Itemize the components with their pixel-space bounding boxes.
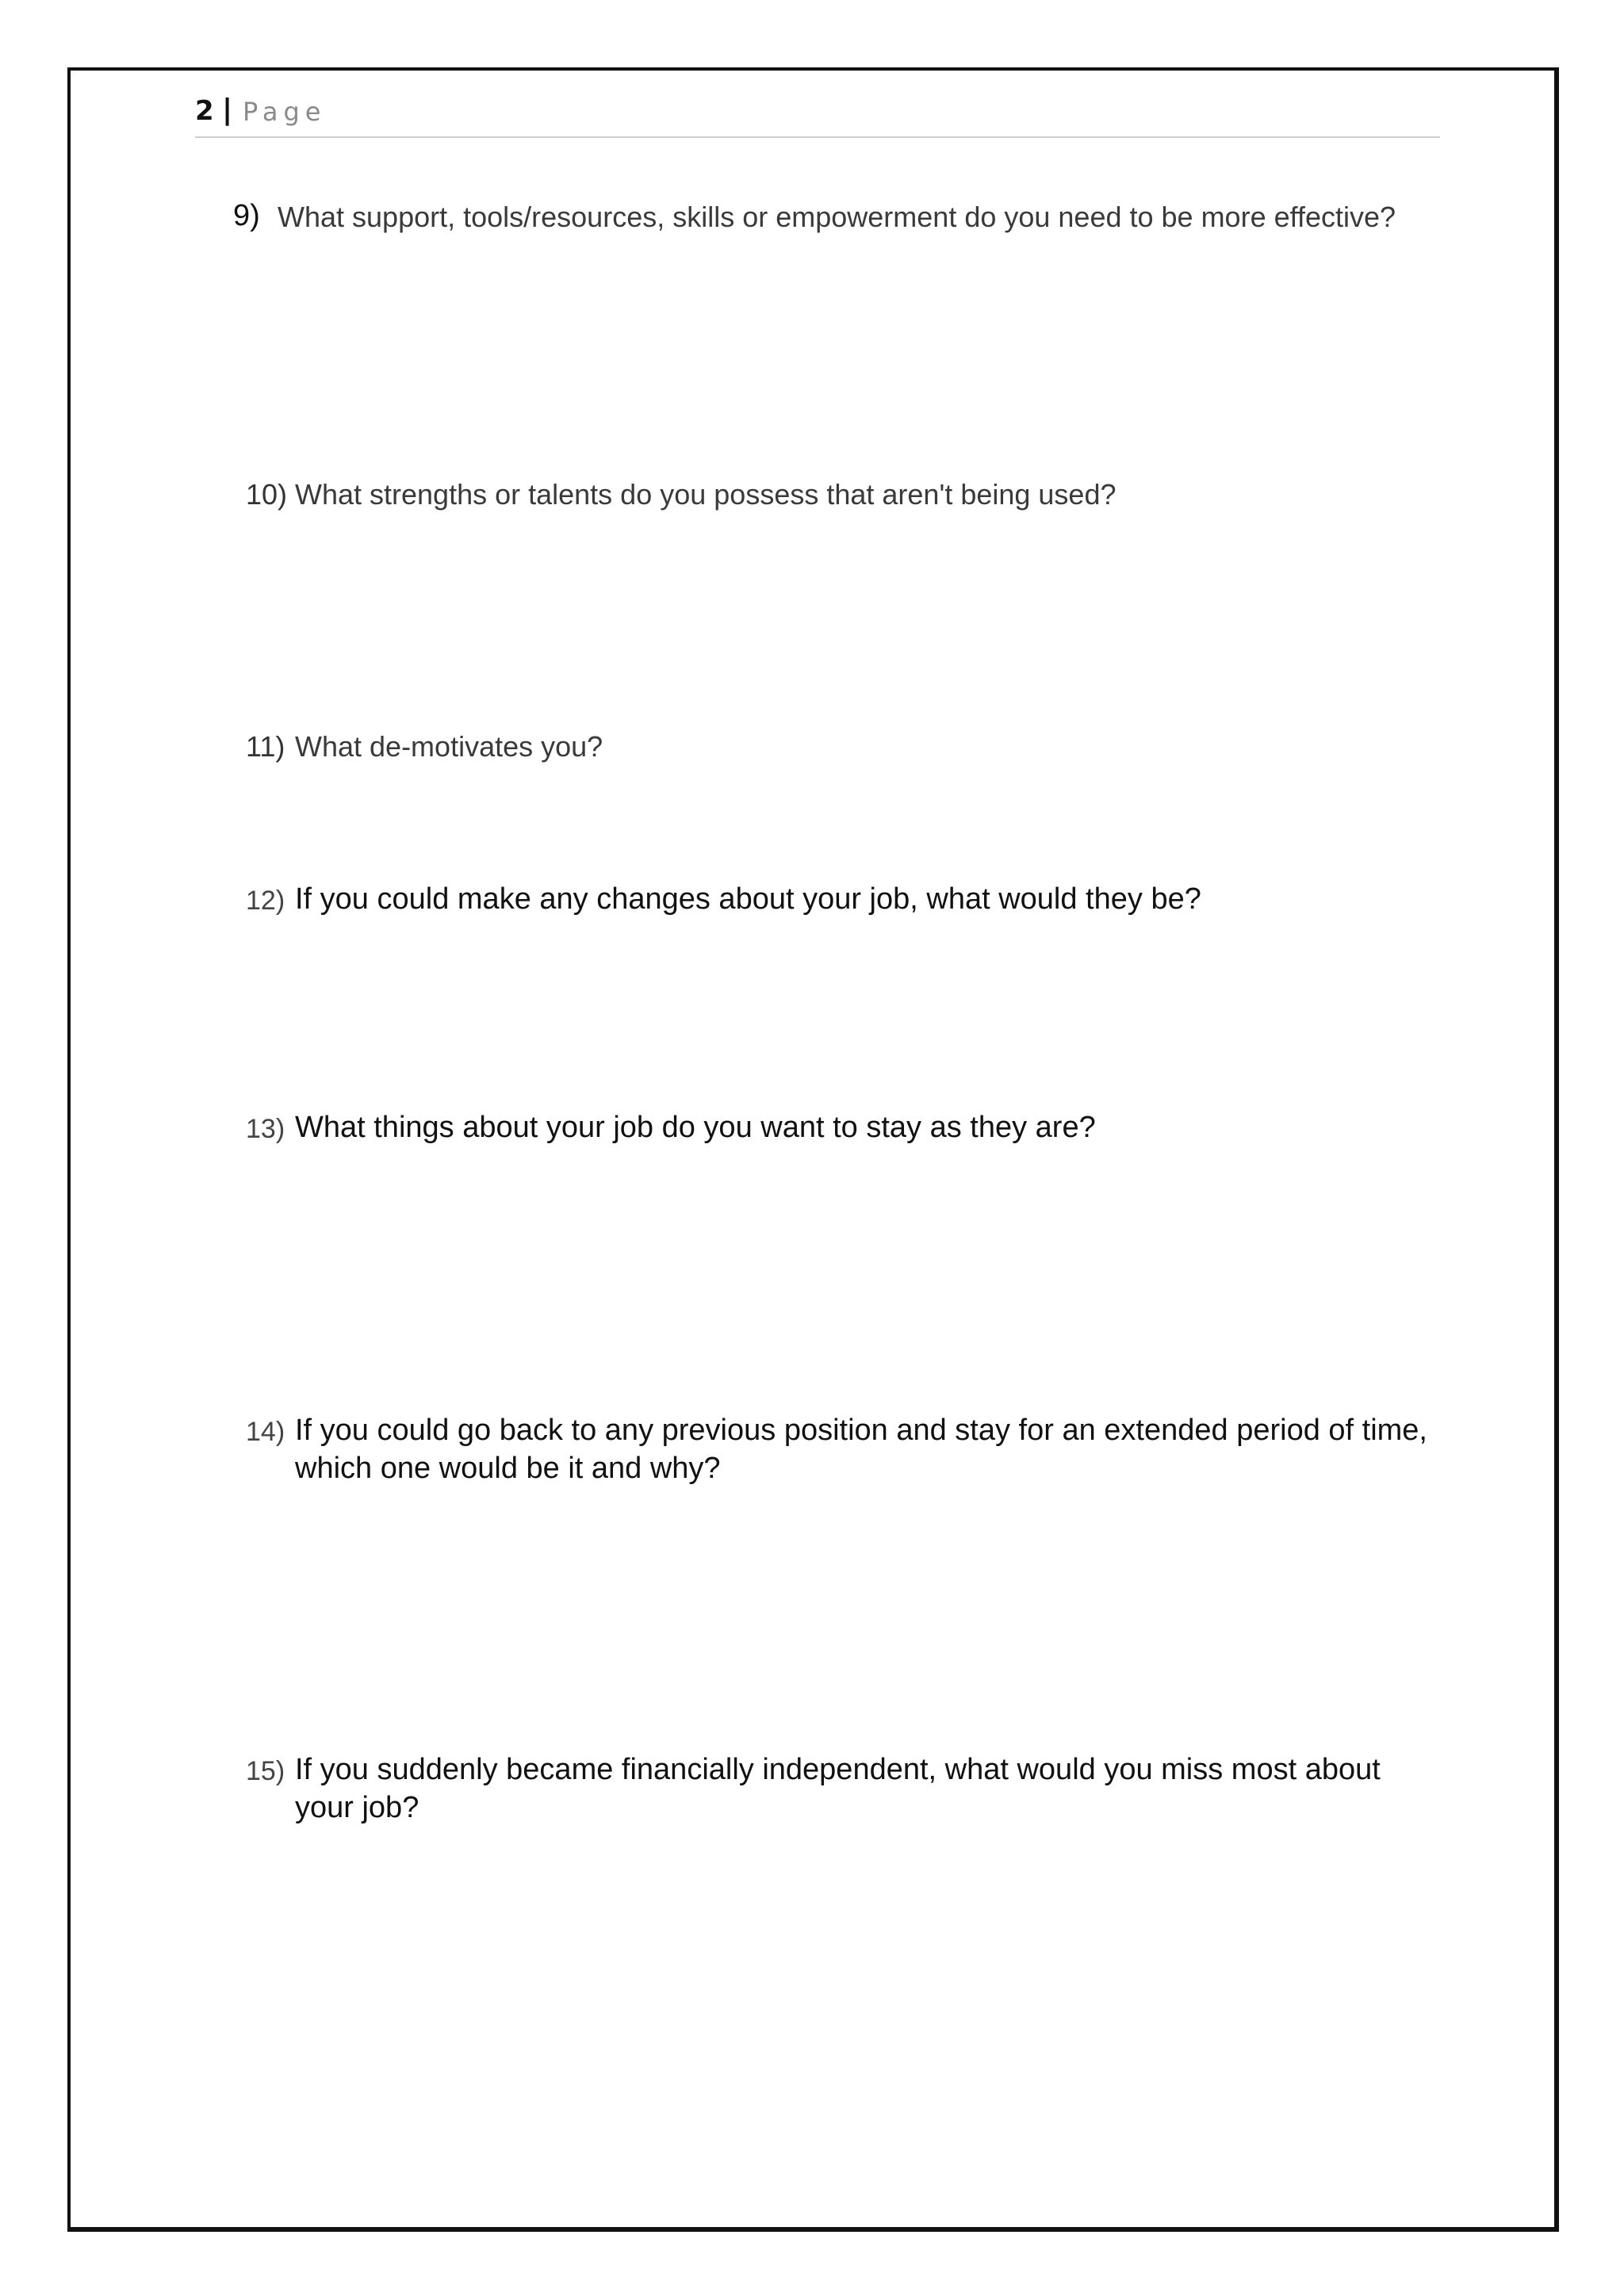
question-14 — [246, 1411, 1499, 1498]
question-text: If you suddenly became financially independent, what would you miss most about your job? — [295, 1753, 1381, 1824]
question-9 — [233, 197, 1470, 244]
question-12 — [246, 880, 1483, 928]
question-number: 10) — [246, 478, 288, 511]
question-15 — [246, 1751, 1483, 1838]
question-text: What things about your job do you want to stay as they are? — [295, 1111, 1096, 1144]
question-10 — [246, 476, 1483, 523]
question-text: What strengths or talents do you possess that aren't being used? — [295, 478, 1116, 511]
question-number: 9) — [233, 199, 260, 232]
question-text: If you could go back to any previous position and stay for an extended period of time, which one would be it and why? — [295, 1414, 1427, 1485]
header-separator: | — [222, 94, 233, 126]
page-label: Page — [243, 97, 327, 127]
question-13 — [246, 1108, 1483, 1156]
question-number: 13) — [246, 1114, 285, 1144]
question-11 — [246, 728, 1483, 775]
question-number: 12) — [246, 886, 285, 916]
question-text: What support, tools/resources, skills or empowerment do you need to be more effective? — [278, 201, 1396, 233]
page-number: 2 — [195, 95, 214, 127]
question-number: 11) — [246, 730, 285, 763]
question-text: If you could make any changes about your job, what would they be? — [295, 882, 1201, 916]
page-header — [195, 94, 1440, 138]
question-text: What de-motivates you? — [295, 730, 603, 763]
question-number: 14) — [246, 1417, 285, 1447]
question-number: 15) — [246, 1756, 285, 1786]
